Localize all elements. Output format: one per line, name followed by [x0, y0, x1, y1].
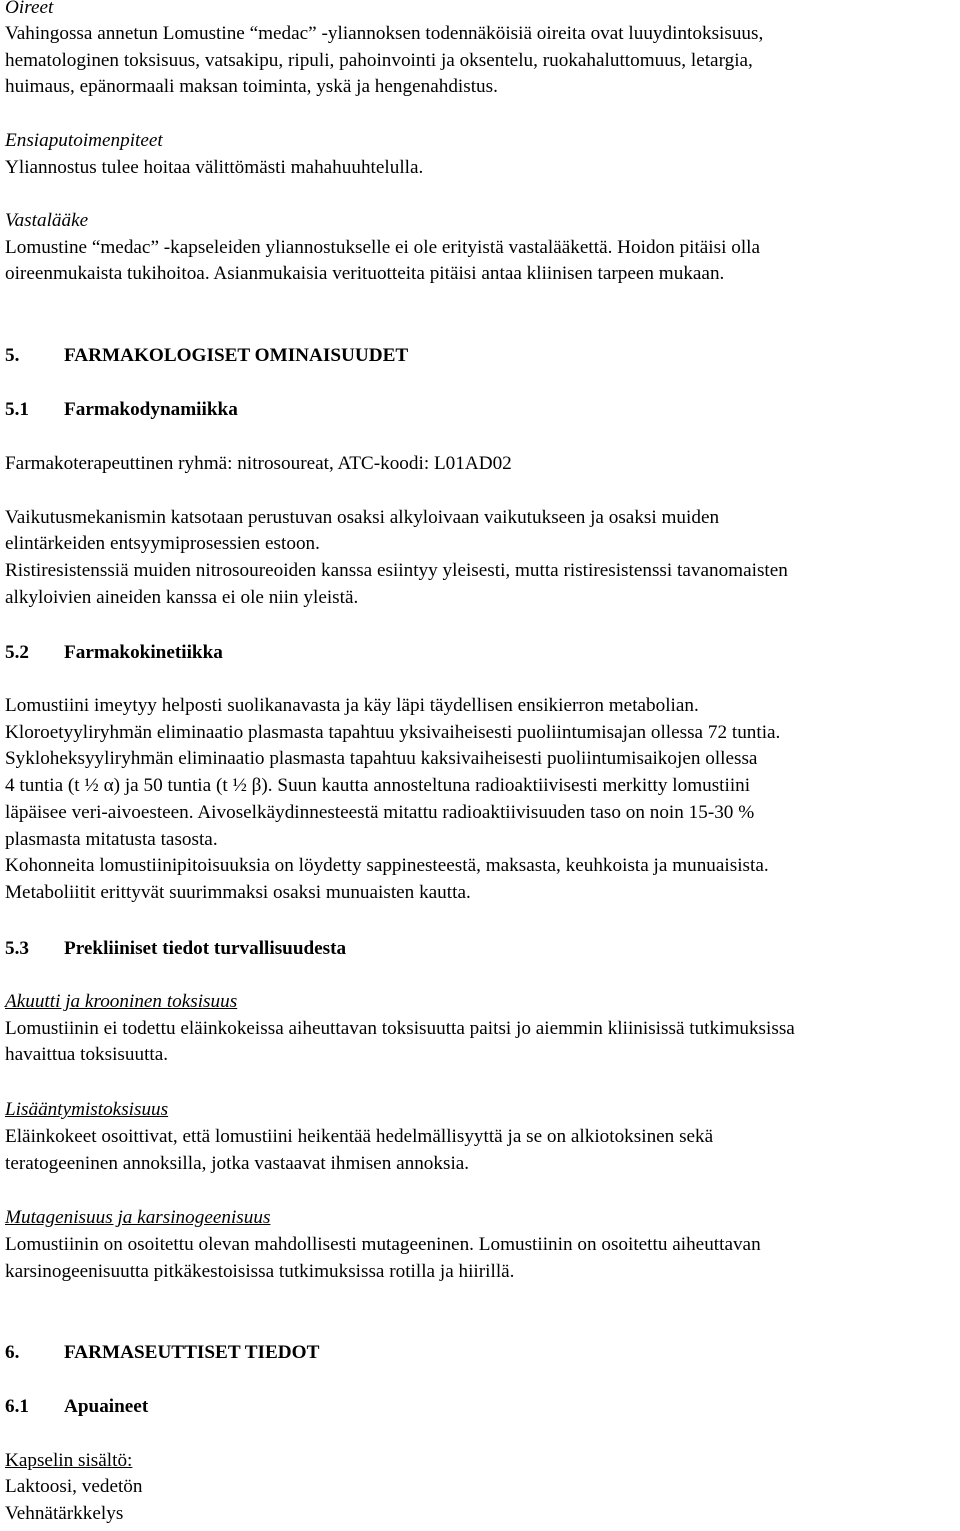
mutagenisuus-line-2: karsinogeenisuutta pitkäkestoisissa tutkimuksissa rotilla ja hiirillä.: [5, 1261, 515, 1282]
section-title: FARMAKOLOGISET OMINAISUUDET: [64, 345, 409, 366]
section-5-2-line-4: 4 tuntia (t ½ α) ja 50 tuntia (t ½ β). Suun kautta annosteltuna radioaktiivisesti merkitty lomustiini: [5, 775, 751, 796]
section-5-2-line-5: läpäisee veri-aivoesteen. Aivoselkäydinnesteestä mitattu radioaktiivisuuden taso on noin 15-30 %: [5, 802, 755, 823]
section-number: 6.: [5, 1342, 20, 1363]
akuutti-line-2: havaittua toksisuutta.: [5, 1044, 169, 1065]
ensiapu-heading: Ensiaputoimenpiteet: [5, 130, 163, 151]
oireet-text-line-1: Vahingossa annetun Lomustine “medac” -yliannoksen todennäköisiä oireita ovat luuydintoksisuus,: [5, 23, 764, 44]
capsule-contents-heading: Kapselin sisältö:: [5, 1450, 133, 1471]
section-5-2-heading: [5, 640, 223, 667]
section-title: FARMASEUTTISET TIEDOT: [64, 1342, 320, 1363]
section-5-1-line-3: Ristiresistenssiä muiden nitrosoureoiden kanssa esiintyy yleisesti, mutta ristiresistenssi tavanomaisten: [5, 560, 788, 581]
section-number: 5.: [5, 345, 20, 366]
lisaantyminen-heading: Lisääntymistoksisuus: [5, 1099, 169, 1120]
section-title: Farmakodynamiikka: [64, 399, 238, 420]
section-6-heading: [5, 1340, 319, 1367]
section-title: Apuaineet: [64, 1396, 149, 1417]
vastalaake-text-line-2: oireenmukaista tukihoitoa. Asianmukaisia verituotteita pitäisi antaa kliinisen tarpeen mukaan.: [5, 263, 725, 284]
section-number: 6.1: [5, 1396, 29, 1417]
excipient-item: Laktoosi, vedetön: [5, 1476, 143, 1497]
excipient-item: Vehnätärkkelys: [5, 1503, 124, 1524]
section-number: 5.3: [5, 938, 29, 959]
ensiapu-text: Yliannostus tulee hoitaa välittömästi mahahuuhtelulla.: [5, 157, 424, 178]
mutagenisuus-line-1: Lomustiinin on osoitettu olevan mahdollisesti mutageeninen. Lomustiinin on osoitettu aiheuttavan: [5, 1234, 761, 1255]
section-number: 5.2: [5, 642, 29, 663]
atc-code-line: Farmakoterapeuttinen ryhmä: nitrosoureat, ATC-koodi: L01AD02: [5, 453, 512, 474]
section-5-2-line-8: Metaboliitit erittyvät suurimmaksi osaksi munuaisten kautta.: [5, 882, 471, 903]
section-number: 5.1: [5, 399, 29, 420]
lisaantyminen-line-2: teratogeeninen annoksilla, jotka vastaavat ihmisen annoksia.: [5, 1153, 470, 1174]
section-title: Farmakokinetiikka: [64, 642, 223, 663]
section-5-2-line-3: Sykloheksyyliryhmän eliminaatio plasmasta tapahtuu kaksivaiheisesti puoliintumisaikojen ollessa: [5, 748, 758, 769]
oireet-text-line-2: hematologinen toksisuus, vatsakipu, ripuli, pahoinvointi ja oksentelu, ruokahaluttomuus, letargia,: [5, 50, 753, 71]
vastalaake-heading: Vastalääke: [5, 210, 89, 231]
section-5-heading: [5, 343, 408, 370]
section-5-3-heading: [5, 936, 346, 963]
mutagenisuus-heading: Mutagenisuus ja karsinogeenisuus: [5, 1207, 271, 1228]
lisaantyminen-line-1: Eläinkokeet osoittivat, että lomustiini heikentää hedelmällisyyttä ja se on alkiotoksinen sekä: [5, 1126, 714, 1147]
oireet-heading: Oireet: [5, 0, 54, 18]
section-6-1-heading: [5, 1394, 148, 1421]
vastalaake-text-line-1: Lomustine “medac” -kapseleiden yliannostukselle ei ole erityistä vastalääkettä. Hoidon pitäisi olla: [5, 237, 761, 258]
section-title: Prekliiniset tiedot turvallisuudesta: [64, 938, 347, 959]
oireet-text-line-3: huimaus, epänormaali maksan toiminta, yskä ja hengenahdistus.: [5, 76, 498, 97]
section-5-2-line-2: Kloroetyyliryhmän eliminaatio plasmasta tapahtuu yksivaiheisesti puoliintumisajan ollessa 72 tuntia.: [5, 722, 781, 743]
section-5-2-line-7: Kohonneita lomustiinipitoisuuksia on löydetty sappinesteestä, maksasta, keuhkoista ja munuaisista.: [5, 855, 769, 876]
section-5-1-line-1: Vaikutusmekanismin katsotaan perustuvan osaksi alkyloivaan vaikutukseen ja osaksi muiden: [5, 507, 720, 528]
section-5-2-line-6: plasmasta mitatusta tasosta.: [5, 829, 218, 850]
section-5-1-line-2: elintärkeiden entsyymiprosessien estoon.: [5, 533, 320, 554]
akuutti-heading: Akuutti ja krooninen toksisuus: [5, 991, 238, 1012]
akuutti-line-1: Lomustiinin ei todettu eläinkokeissa aiheuttavan toksisuutta paitsi jo aiemmin kliinisissä tutkimuksissa: [5, 1018, 795, 1039]
section-5-2-line-1: Lomustiini imeytyy helposti suolikanavasta ja käy läpi täydellisen ensikierron metabolian.: [5, 695, 699, 716]
section-5-1-heading: [5, 397, 238, 424]
section-5-1-line-4: alkyloivien aineiden kanssa ei ole niin yleistä.: [5, 587, 359, 608]
